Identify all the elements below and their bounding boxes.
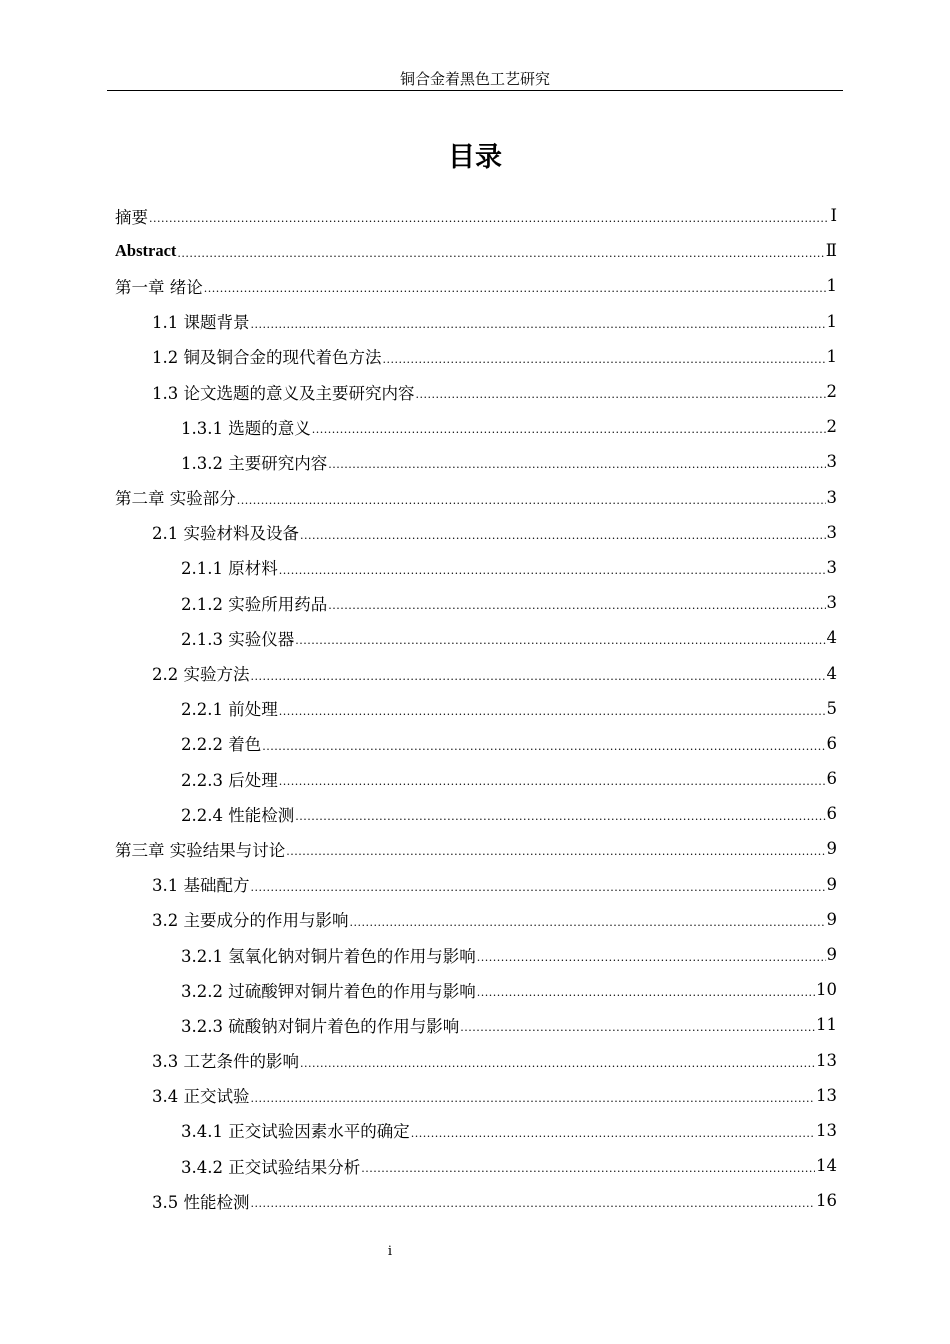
toc-entry[interactable]	[115, 655, 837, 690]
toc-page-number: 1	[826, 276, 837, 296]
toc-page-number: 11	[816, 1015, 837, 1035]
toc-entry[interactable]	[115, 796, 837, 831]
dot-leader	[312, 423, 826, 436]
toc-entry-title: 1.3.1 选题的意义	[181, 418, 311, 438]
toc-page-number: 1	[826, 346, 837, 366]
toc-page-number: 9	[826, 874, 837, 894]
dot-leader	[251, 1197, 816, 1210]
toc-entry[interactable]	[115, 831, 837, 866]
dot-leader	[328, 458, 825, 471]
toc-entry[interactable]	[115, 409, 837, 444]
dot-leader	[204, 282, 826, 295]
toc-entry[interactable]	[115, 726, 837, 761]
toc-entry[interactable]	[115, 480, 837, 515]
dot-leader	[477, 986, 815, 999]
table-of-contents	[115, 198, 837, 1218]
toc-entry-title: 3.2.1 氢氧化钠对铜片着色的作用与影响	[181, 946, 476, 966]
toc-page-number: 9	[826, 945, 837, 965]
toc-entry-title: 2.1.2 实验所用药品	[181, 594, 328, 614]
toc-page-number: 1	[826, 311, 837, 331]
toc-page-number: 3	[826, 593, 837, 613]
toc-entry[interactable]	[115, 268, 837, 303]
dot-leader	[251, 670, 826, 683]
dot-leader	[237, 494, 826, 507]
toc-entry[interactable]	[115, 1043, 837, 1078]
dot-leader	[411, 1127, 815, 1140]
toc-entry-title: 1.3 论文选题的意义及主要研究内容	[152, 383, 415, 403]
toc-entry-title: 1.2 铜及铜合金的现代着色方法	[152, 348, 382, 368]
toc-entry-title: 1.1 课题背景	[152, 313, 250, 333]
toc-entry-title: 3.2.3 硫酸钠对铜片着色的作用与影响	[181, 1016, 460, 1036]
toc-page-number: I	[830, 206, 837, 226]
toc-entry-title: 2.1 实验材料及设备	[152, 524, 299, 544]
toc-entry[interactable]	[115, 972, 837, 1007]
toc-entry-title: 2.1.3 实验仪器	[181, 629, 295, 649]
toc-entry[interactable]	[115, 867, 837, 902]
toc-entry[interactable]	[115, 1148, 837, 1183]
dot-leader	[295, 634, 825, 647]
toc-entry-title: 2.2.1 前处理	[181, 700, 278, 720]
toc-page-number: 16	[816, 1191, 837, 1211]
toc-entry[interactable]	[115, 374, 837, 409]
toc-page-number: 13	[816, 1085, 837, 1105]
toc-page-number: 10	[816, 980, 837, 1000]
toc-page-number: 14	[816, 1156, 837, 1176]
toc-entry[interactable]	[115, 1183, 837, 1218]
dot-leader	[361, 1162, 815, 1175]
toc-page-number: 4	[826, 628, 837, 648]
dot-leader	[300, 529, 826, 542]
toc-page-number: 4	[826, 663, 837, 683]
toc-entry[interactable]	[115, 198, 837, 233]
toc-entry-title: 3.2 主要成分的作用与影响	[152, 911, 349, 931]
toc-entry-title: 3.4 正交试验	[152, 1087, 250, 1107]
header-rule	[107, 90, 843, 91]
dot-leader	[286, 845, 825, 858]
toc-entry-title: 摘要	[115, 207, 148, 227]
toc-entry-title: 2.2.4 性能检测	[181, 805, 295, 825]
toc-entry-title: 第二章 实验部分	[115, 489, 236, 509]
toc-entry-title: 2.2.3 后处理	[181, 770, 278, 790]
toc-page-number: Ⅱ	[825, 241, 837, 261]
page-number: i	[387, 1244, 393, 1259]
toc-page-number: 6	[826, 733, 837, 753]
toc-page-number: 13	[816, 1120, 837, 1140]
dot-leader	[350, 916, 826, 929]
toc-entry[interactable]	[115, 1113, 837, 1148]
dot-leader	[279, 564, 826, 577]
dot-leader	[251, 318, 826, 331]
toc-page-number: 5	[826, 698, 837, 718]
dot-leader	[279, 775, 826, 788]
toc-page-number: 9	[826, 839, 837, 859]
dot-leader	[295, 810, 825, 823]
toc-entry[interactable]	[115, 620, 837, 655]
toc-page-number: 3	[826, 557, 837, 577]
toc-entry-title: Abstract	[115, 240, 177, 260]
page-title: 目录	[448, 142, 502, 173]
toc-entry-title: 2.1.1 原材料	[181, 559, 278, 579]
toc-entry-title: 3.1 基础配方	[152, 876, 250, 896]
toc-entry[interactable]	[115, 444, 837, 479]
toc-entry[interactable]	[115, 691, 837, 726]
toc-entry-title: 3.2.2 过硫酸钾对铜片着色的作用与影响	[181, 981, 476, 1001]
toc-entry-title: 2.2.2 着色	[181, 735, 262, 755]
toc-entry[interactable]	[115, 550, 837, 585]
dot-leader	[279, 705, 826, 718]
toc-entry-title: 3.5 性能检测	[152, 1192, 250, 1212]
dot-leader	[383, 353, 826, 366]
toc-entry[interactable]	[115, 937, 837, 972]
running-header: 铜合金着黑色工艺研究	[399, 70, 550, 88]
dot-leader	[149, 212, 829, 225]
toc-entry[interactable]	[115, 585, 837, 620]
toc-entry[interactable]	[115, 761, 837, 796]
toc-entry[interactable]	[115, 339, 837, 374]
toc-page-number: 6	[826, 804, 837, 824]
toc-entry-title: 3.4.2 正交试验结果分析	[181, 1157, 361, 1177]
toc-entry-title: 第一章 绪论	[115, 277, 203, 297]
dot-leader	[477, 951, 826, 964]
toc-page-number: 13	[816, 1050, 837, 1070]
dot-leader	[251, 881, 826, 894]
dot-leader	[460, 1021, 815, 1034]
dot-leader	[251, 1092, 816, 1105]
dot-leader	[328, 599, 825, 612]
toc-page-number: 3	[826, 487, 837, 507]
toc-entry-title: 1.3.2 主要研究内容	[181, 453, 328, 473]
toc-entry-title: 2.2 实验方法	[152, 665, 250, 685]
toc-page-number: 2	[826, 382, 837, 402]
toc-entry[interactable]	[115, 1078, 837, 1113]
toc-entry[interactable]	[115, 902, 837, 937]
dot-leader	[416, 388, 826, 401]
toc-entry[interactable]	[115, 515, 837, 550]
toc-page-number: 3	[826, 452, 837, 472]
toc-page-number: 2	[826, 417, 837, 437]
toc-entry-title: 3.4.1 正交试验因素水平的确定	[181, 1122, 410, 1142]
toc-entry[interactable]	[115, 233, 837, 268]
toc-entry[interactable]	[115, 304, 837, 339]
dot-leader	[300, 1057, 815, 1070]
dot-leader	[262, 740, 825, 753]
toc-entry[interactable]	[115, 1007, 837, 1042]
toc-page-number: 9	[826, 909, 837, 929]
toc-page-number: 3	[826, 522, 837, 542]
dot-leader	[177, 247, 824, 260]
toc-entry-title: 第三章 实验结果与讨论	[115, 840, 286, 860]
toc-entry-title: 3.3 工艺条件的影响	[152, 1052, 299, 1072]
toc-page-number: 6	[826, 769, 837, 789]
